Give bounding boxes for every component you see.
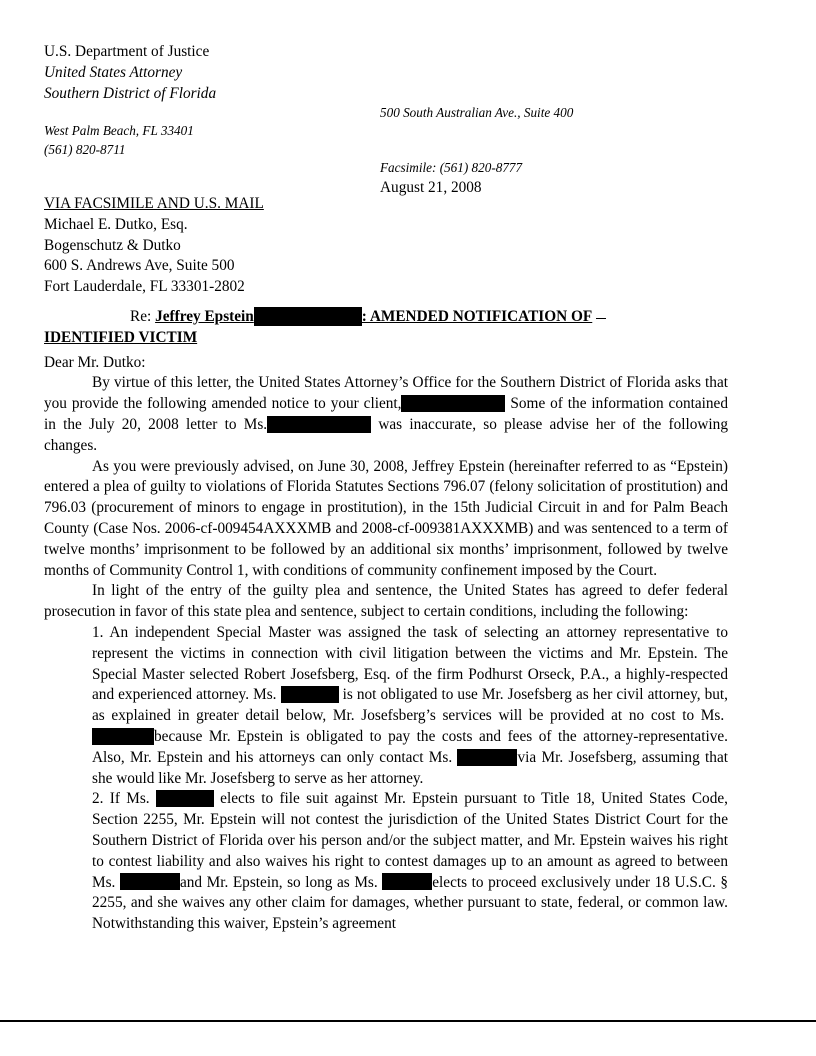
item-2-text-c: and Mr. Epstein, so long as Ms.: [179, 873, 378, 891]
item-2-text-d: elects to proceed exclusively under 18 U.S.C. § 2255, and she waives any other claim for damages, whether pursuant to state, federal, or common law. Notwithstanding this waiver, Epstein’s agreement: [92, 873, 728, 933]
paragraph-1-text-a: By virtue of this letter, the United States Attorney’s Office for the Southern District of Florida asks that you provide the following amended notice to your client,: [44, 374, 728, 413]
addressee-name: Michael E. Dutko, Esq.: [44, 215, 188, 233]
addressee-block: [44, 194, 728, 298]
redaction-block: [120, 873, 180, 890]
re-subject-name: Jeffrey Epstein: [155, 307, 254, 325]
re-prefix: Re:: [130, 307, 152, 325]
item-1-text-d: via Mr. Josefsberg, assuming that she would like Mr. Josefsberg to serve as her attorney.: [92, 748, 728, 787]
re-subject-title-cont: IDENTIFIED VICTIM: [44, 328, 198, 346]
paragraph-1-text-c: was inaccurate, so please advise her of the following changes.: [44, 415, 728, 454]
numbered-item-2: [92, 789, 728, 935]
redaction-block: [92, 728, 154, 745]
paragraph-2: As you were previously advised, on June 30, 2008, Jeffrey Epstein (hereinafter referred to as “Epstein) entered a plea of guilty to violations of Florida Statutes Sections 796.07 (felony solicitation of prostitution) and 796.03 (procurement of minors to engage in prostitution), in the 15th Judicial Circuit in and for Palm Beach County (Case Nos. 2006-cf-009454AXXXMB and 2008-cf-009381AXXXMB) and was sentenced to a term of twelve months’ imprisonment to be followed by an additional six months’ imprisonment, followed by twelve months of Community Control 1, with conditions of community confinement imposed by the Court.: [44, 457, 728, 579]
redaction-block: [401, 395, 505, 412]
stray-underscore-mark: [596, 318, 606, 319]
letter-body: [44, 42, 728, 935]
re-subject-title: : AMENDED NOTIFICATION OF: [361, 307, 593, 325]
letterhead: [44, 42, 728, 196]
letterhead-city: West Palm Beach, FL 33401: [44, 123, 194, 138]
item-1-text-b: is not obligated to use Mr. Josefsberg as her civil attorney, but, as explained in greater detail below, Mr. Josefsberg’s services will be provided at no cost to Ms.: [92, 686, 728, 725]
addressee-city: Fort Lauderdale, FL 33301-2802: [44, 278, 245, 296]
salutation: Dear Mr. Dutko:: [44, 353, 146, 371]
paragraph-3: In light of the entry of the guilty plea and sentence, the United States has agreed to defer federal prosecution in favor of this state plea and sentence, subject to certain conditions, including the following:: [44, 582, 728, 621]
letter-date: August 21, 2008: [380, 179, 482, 196]
letterhead-office: United States Attorney: [44, 63, 183, 81]
addressee-street: 600 S. Andrews Ave, Suite 500: [44, 257, 235, 275]
item-1-text-c: because Mr. Epstein is obligated to pay the costs and fees of the attorney-representative. Also, Mr. Epstein and his attorneys can only contact Ms.: [92, 727, 728, 766]
paragraph-1: [44, 373, 728, 456]
letterhead-phone: (561) 820-8711: [44, 142, 126, 157]
delivery-method: VIA FACSIMILE AND U.S. MAIL: [44, 195, 264, 212]
letterhead-agency: U.S. Department of Justice: [44, 43, 210, 60]
redaction-block: [382, 873, 432, 890]
redaction-block: [281, 686, 339, 703]
addressee-firm: Bogenschutz & Dutko: [44, 236, 181, 254]
letterhead-facsimile: Facsimile: (561) 820-8777: [380, 160, 523, 175]
redaction-block: [254, 307, 362, 326]
redaction-block: [156, 790, 214, 807]
redaction-block: [267, 416, 371, 433]
letterhead-district: Southern District of Florida: [44, 84, 217, 102]
numbered-item-1: [92, 623, 728, 789]
item-2-text-a: 2. If Ms.: [92, 790, 150, 808]
item-2-text-b: elects to file suit against Mr. Epstein pursuant to Title 18, United States Code, Section 2255, Mr. Epstein will not contest the jurisdiction of the United States District Court for the Southern District of Florida over his person and/or the subject matter, and Mr. Epstein waives his right to contest liability and also waives his right to contest damages up to an amount as agreed to between Ms.: [92, 790, 728, 891]
redaction-block: [457, 749, 517, 766]
re-line: [44, 307, 728, 349]
paragraph-1-text-b: Some of the information contained in the July 20, 2008 letter to Ms.: [44, 395, 728, 433]
item-1-text-a: 1. An independent Special Master was assigned the task of selecting an attorney representative to represent the victims in connection with civil litigation between the victims and Mr. Epstein. The Special Master selected Robert Josefsberg, Esq. of the firm Podhurst Orseck, P.A., a highly-respected and experienced attorney. Ms.: [92, 623, 728, 704]
letterhead-street: 500 South Australian Ave., Suite 400: [380, 105, 574, 120]
